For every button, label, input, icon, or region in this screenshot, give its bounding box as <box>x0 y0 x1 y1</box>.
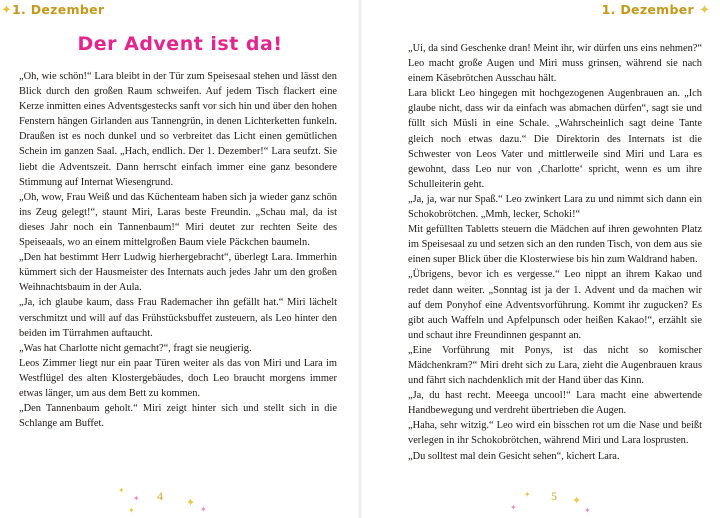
paragraph: „Den Tannenbaum geholt.“ Miri zeigt hinter sich und stellt sich in die Schlange am Buffet. <box>19 403 337 430</box>
chapter-title: Der Advent ist da! <box>77 33 283 55</box>
paragraph: „Ui, da sind Geschenke dran! Meint ihr, wir dürfen uns eins nehmen?“ Leo macht große Augen und Miri muss grinsen, während sie nach einem Käsebrötchen Ausschau hält. <box>408 43 702 85</box>
gold-star-icon: ✦ <box>699 2 710 17</box>
paragraph: Leos Zimmer liegt nur ein paar Türen weiter als das von Miri und Lara im Westflügel des alten Klostergebäudes, doch Leo braucht morgens immer etwas länger, um aus dem Bett zu kommen. <box>19 357 337 399</box>
gold-star-icon: ✦ <box>572 495 582 507</box>
paragraph: „Oh, wie schön!“ Lara bleibt in der Tür zum Speisesaal stehen und lässt den Blick durch den großen Raum schweifen. Auf jedem Tisch flackert eine Kerze inmitten eines Adventsgestecks sanft vor sich hin und über den hohen Fenstern hängen Girlanden aus Tannengrün, in denen Lichterketten funkeln. Draußen ist es noch dunkel und so verbreitet das Licht einen gemütlichen Schein im ganzen Saal. „Hach, endlich. Der 1. Dezember!“ Lara seufzt. Sie liebt die Adventszeit. Dann herrscht einfach immer eine ganz besondere Stimmung auf Internat Wiesengrund. <box>19 71 337 188</box>
gold-star-icon: ✦ <box>128 506 135 515</box>
pink-star-icon: ✦ <box>584 506 591 515</box>
gold-star-icon: ✦ <box>186 497 196 509</box>
paragraph: „Ja, du hast recht. Meeega uncool!“ Lara macht eine abwertende Handbewegung und verdreht übertrieben die Augen. <box>408 390 702 417</box>
pink-star-icon: ✦ <box>200 505 207 514</box>
paragraph: „Eine Vorführung mit Ponys, ist das nicht so komischer Mädchenkram?“ Miri dreht sich zu Lara, zieht die Augenbrauen kraus und fährt sich nachdenklich mit der Hand über das Kinn. <box>408 344 702 387</box>
paragraph: Mit gefüllten Tabletts steuern die Mädchen auf ihren gewohnten Platz im Speisesaal zu und setzen sich an den runden Tisch, von dem aus sie einen super Blick über die Klosterwiese bis hin zum Waldrand haben. <box>408 224 702 266</box>
paragraph: „Haha, sehr witzig.“ Leo wird ein bisschen rot um die Nase und beißt verlegen in ihr Schokobrötchen, während Miri und Lara losprusten. <box>408 420 702 447</box>
paragraph: „Den hat bestimmt Herr Ludwig hierhergebracht“, überlegt Lara. Immerhin kümmert sich der Hausmeister des Internats auch jedes Jahr um den großen Weihnachtsbaum in der Aula. <box>19 252 337 294</box>
paragraph: Lara blickt Leo hingegen mit hochgezogenen Augenbrauen an. „Ich glaube nicht, dass wir da einfach was abmachen dürfen“, sagt sie und füllt sich Müsli in eine Schale. „Wahrscheinlich sagt deine Tante gleich noch etwas dazu.“ Die Direktorin des Internats ist die Schwester von Leos Vater und mittlerweile sind Miri und Lara es gewohnt, dass Leo nur von ‚Charlotte‘ spricht, wenn es um ihre Schulleiterin geht. <box>408 88 702 190</box>
paragraph: „Ja, ich glaube kaum, dass Frau Rademacher ihn gefällt hat.“ Miri lächelt verschmitzt und will auf das Frühstücksbuffet zusteuern, als Leo hinter den beiden im Türrahmen auftaucht. <box>19 297 337 339</box>
page-number-right: 5 <box>551 489 557 503</box>
paragraph: „Du solltest mal dein Gesicht sehen“, kichert Lara. <box>408 450 620 462</box>
left-page-body <box>19 69 337 431</box>
right-page-body <box>408 41 702 464</box>
pink-star-icon: ✦ <box>133 494 140 503</box>
paragraph: „Was hat Charlotte nicht gemacht?“, fragt sie neugierig. <box>19 342 252 354</box>
pink-star-icon: ✦ <box>510 503 517 512</box>
paragraph: „Ja, ja, war nur Spaß.“ Leo zwinkert Lara zu und nimmt sich dann ein Schokobrötchen. „Mmh, lecker, Schoki!“ <box>408 193 702 221</box>
paragraph: „Übrigens, bevor ich es vergesse.“ Leo nippt an ihrem Kakao und redet dann weiter. „Sonntag ist ja der 1. Advent und da machen wir auf dem Ponyhof eine Adventsvorführung. Kommt ihr zugucken? Es gibt auch Waffeln und Apfelpunsch oder heißen Kakao!“, erzählt sie und schaut ihre Freundinnen gespannt an. <box>408 269 702 341</box>
running-head-left: 1. Dezember <box>12 2 105 17</box>
page-number-left: 4 <box>157 489 163 503</box>
running-head-right: 1. Dezember <box>601 2 694 17</box>
right-page <box>360 0 720 518</box>
gold-star-icon: ✦ <box>524 490 531 499</box>
paragraph: „Oh, wow, Frau Weiß und das Küchenteam haben sich ja wieder ganz schön ins Zeug gelegt!“, staunt Miri, Laras beste Freundin. „Schau mal, da ist dieses Jahr noch ein Tannenbaum!“ Miri deutet zur rechten Seite des Speiseaals, wo an einem mittelgroßen Baum viele Päckchen baumeln. <box>19 191 337 249</box>
gold-star-icon: ✦ <box>118 486 125 495</box>
gold-star-icon: ✦ <box>1 2 12 17</box>
